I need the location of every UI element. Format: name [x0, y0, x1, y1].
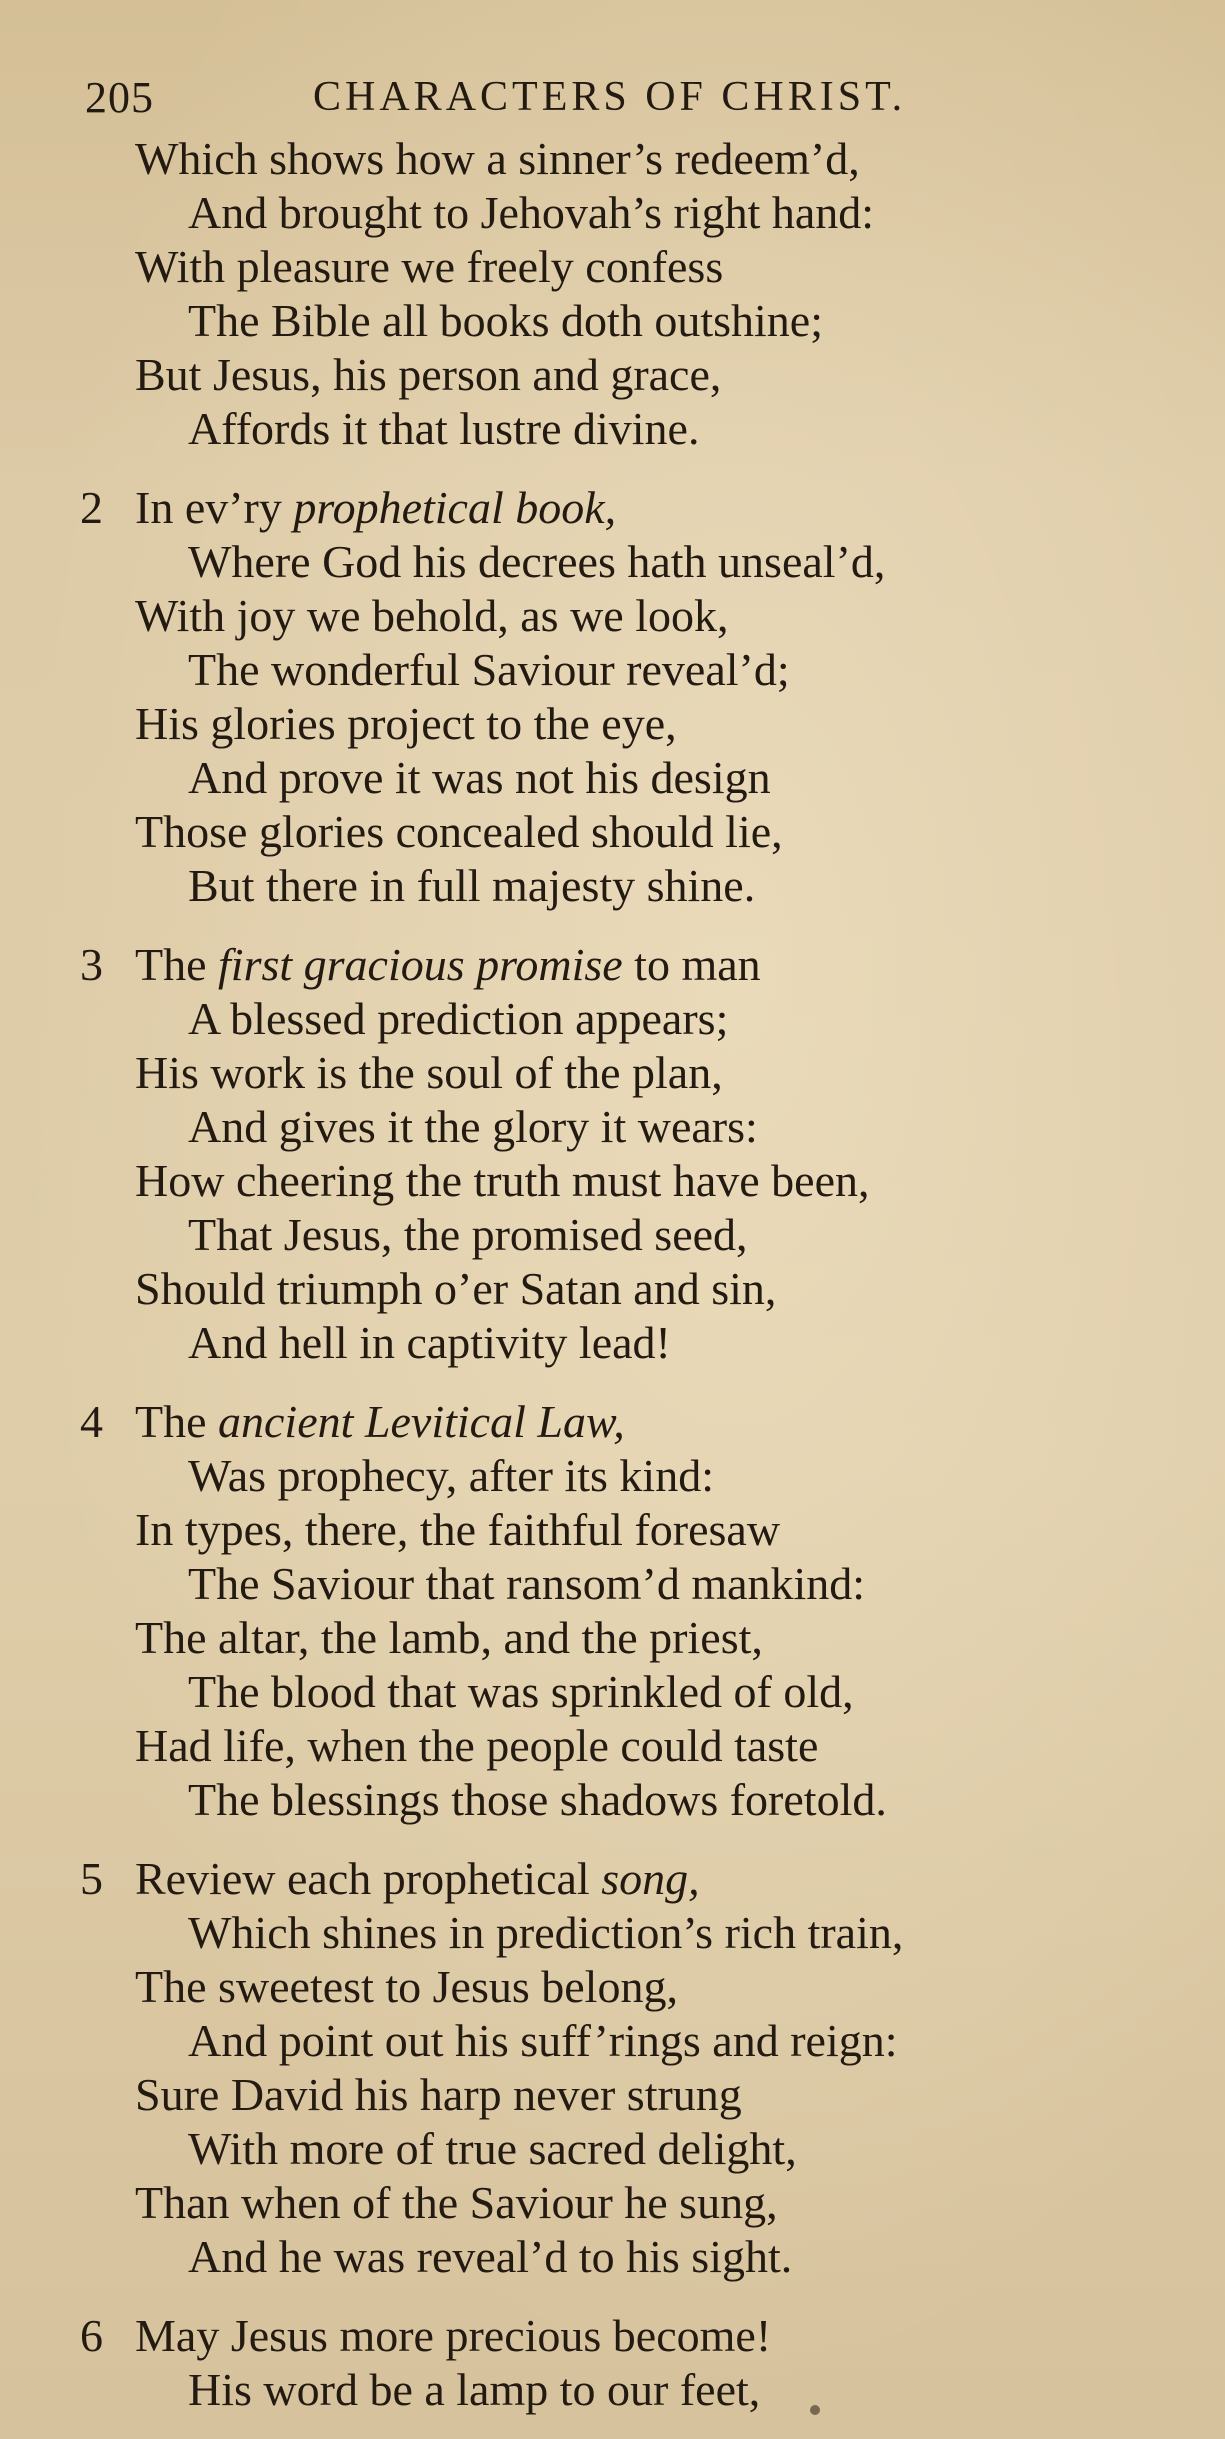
line-text: The blood that was sprinkled of old, — [188, 1666, 854, 1717]
verse-line — [0, 132, 1225, 186]
line-text: With joy we behold, as we look, — [135, 590, 729, 641]
verse-line — [0, 2122, 1225, 2176]
line-text: A blessed prediction appears; — [188, 993, 729, 1044]
verse-line — [0, 805, 1225, 859]
line-text: Had life, when the people could taste — [135, 1720, 819, 1771]
line-text: Sure David his harp never strung — [135, 2069, 742, 2120]
verse-line — [0, 1262, 1225, 1316]
line-text: The altar, the lamb, and the priest, — [135, 1612, 763, 1663]
verse-line — [0, 2014, 1225, 2068]
italic-phrase: first gracious promise — [218, 939, 623, 990]
italic-phrase: song, — [601, 1853, 700, 1904]
line-text: How cheering the truth must have been, — [135, 1155, 870, 1206]
stanza-number: 2 — [80, 482, 103, 533]
verse-line — [0, 1449, 1225, 1503]
hymn-text — [0, 132, 1225, 2417]
verse-line — [0, 1503, 1225, 1557]
line-text: And gives it the glory it wears: — [188, 1101, 758, 1152]
verse-line — [0, 1557, 1225, 1611]
line-text: May Jesus more precious become! — [135, 2310, 772, 2361]
verse-line — [0, 348, 1225, 402]
line-text: Should triumph o’er Satan and sin, — [135, 1263, 777, 1314]
italic-phrase: prophetical book, — [293, 482, 617, 533]
line-text: And prove it was not his design — [188, 752, 771, 803]
verse-line — [0, 697, 1225, 751]
stanza-number: 3 — [80, 939, 103, 990]
page-header — [85, 62, 1185, 132]
verse-line — [0, 1852, 1225, 1906]
line-text: Review each prophetical — [135, 1853, 602, 1904]
line-text: In ev’ry — [135, 482, 294, 533]
verse-line — [0, 2068, 1225, 2122]
verse-line — [0, 402, 1225, 456]
verse-line — [0, 481, 1225, 535]
verse-line — [0, 535, 1225, 589]
line-text: His glories project to the eye, — [135, 698, 677, 749]
line-text: The — [135, 1396, 219, 1447]
verse-line — [0, 1611, 1225, 1665]
line-text: That Jesus, the promised seed, — [188, 1209, 748, 1260]
verse-line — [0, 1395, 1225, 1449]
verse-line — [0, 2176, 1225, 2230]
line-text: His work is the soul of the plan, — [135, 1047, 723, 1098]
stanza-number: 5 — [80, 1853, 103, 1904]
line-text: Was prophecy, after its kind: — [188, 1450, 714, 1501]
line-text: And brought to Jehovah’s right hand: — [188, 187, 875, 238]
line-text: But there in full majesty shine. — [188, 860, 756, 911]
verse-line — [0, 1316, 1225, 1370]
line-text: And point out his suff’rings and reign: — [188, 2015, 898, 2066]
line-text: But Jesus, his person and grace, — [135, 349, 722, 400]
italic-phrase: ancient Levitical Law, — [218, 1396, 625, 1447]
line-text: The blessings those shadows foretold. — [188, 1774, 887, 1825]
line-text: Those glories concealed should lie, — [135, 806, 783, 857]
line-text: Which shines in prediction’s rich train, — [188, 1907, 904, 1958]
line-text: And hell in captivity lead! — [188, 1317, 671, 1368]
line-text: Which shows how a sinner’s redeem’d, — [135, 133, 860, 184]
ink-speck — [810, 2405, 820, 2415]
line-text: The Bible all books doth outshine; — [188, 295, 823, 346]
verse-line — [0, 1719, 1225, 1773]
verse-line — [0, 589, 1225, 643]
verse-line — [0, 186, 1225, 240]
verse-line — [0, 294, 1225, 348]
line-text: His word be a lamp to our feet, — [188, 2364, 761, 2415]
verse-line — [0, 1773, 1225, 1827]
line-text: The Saviour that ransom’d mankind: — [188, 1558, 866, 1609]
verse-line — [0, 1665, 1225, 1719]
verse-line — [0, 859, 1225, 913]
line-text: The sweetest to Jesus belong, — [135, 1961, 678, 2012]
verse-line — [0, 2363, 1225, 2417]
verse-line — [0, 751, 1225, 805]
running-title: CHARACTERS OF CHRIST. — [313, 74, 907, 120]
line-text: to man — [622, 939, 761, 990]
line-text: And he was reveal’d to his sight. — [188, 2231, 793, 2282]
verse-line — [0, 2309, 1225, 2363]
verse-line — [0, 1208, 1225, 1262]
stanza-number: 4 — [80, 1396, 103, 1447]
line-text: The — [135, 939, 219, 990]
line-text: With more of true sacred delight, — [188, 2123, 797, 2174]
verse-line — [0, 1960, 1225, 2014]
page-number: 205 — [85, 72, 154, 122]
verse-line — [0, 992, 1225, 1046]
line-text: Than when of the Saviour he sung, — [135, 2177, 778, 2228]
line-text: Affords it that lustre divine. — [188, 403, 700, 454]
line-text: The wonderful Saviour reveal’d; — [188, 644, 790, 695]
verse-line — [0, 1906, 1225, 1960]
verse-line — [0, 938, 1225, 992]
verse-line — [0, 1100, 1225, 1154]
verse-line — [0, 2230, 1225, 2284]
verse-line — [0, 1154, 1225, 1208]
verse-line — [0, 1046, 1225, 1100]
line-text: Where God his decrees hath unseal’d, — [188, 536, 886, 587]
stanza-number: 6 — [80, 2310, 103, 2361]
line-text: In types, there, the faithful foresaw — [135, 1504, 781, 1555]
verse-line — [0, 643, 1225, 697]
verse-line — [0, 240, 1225, 294]
line-text: With pleasure we freely confess — [135, 241, 724, 292]
